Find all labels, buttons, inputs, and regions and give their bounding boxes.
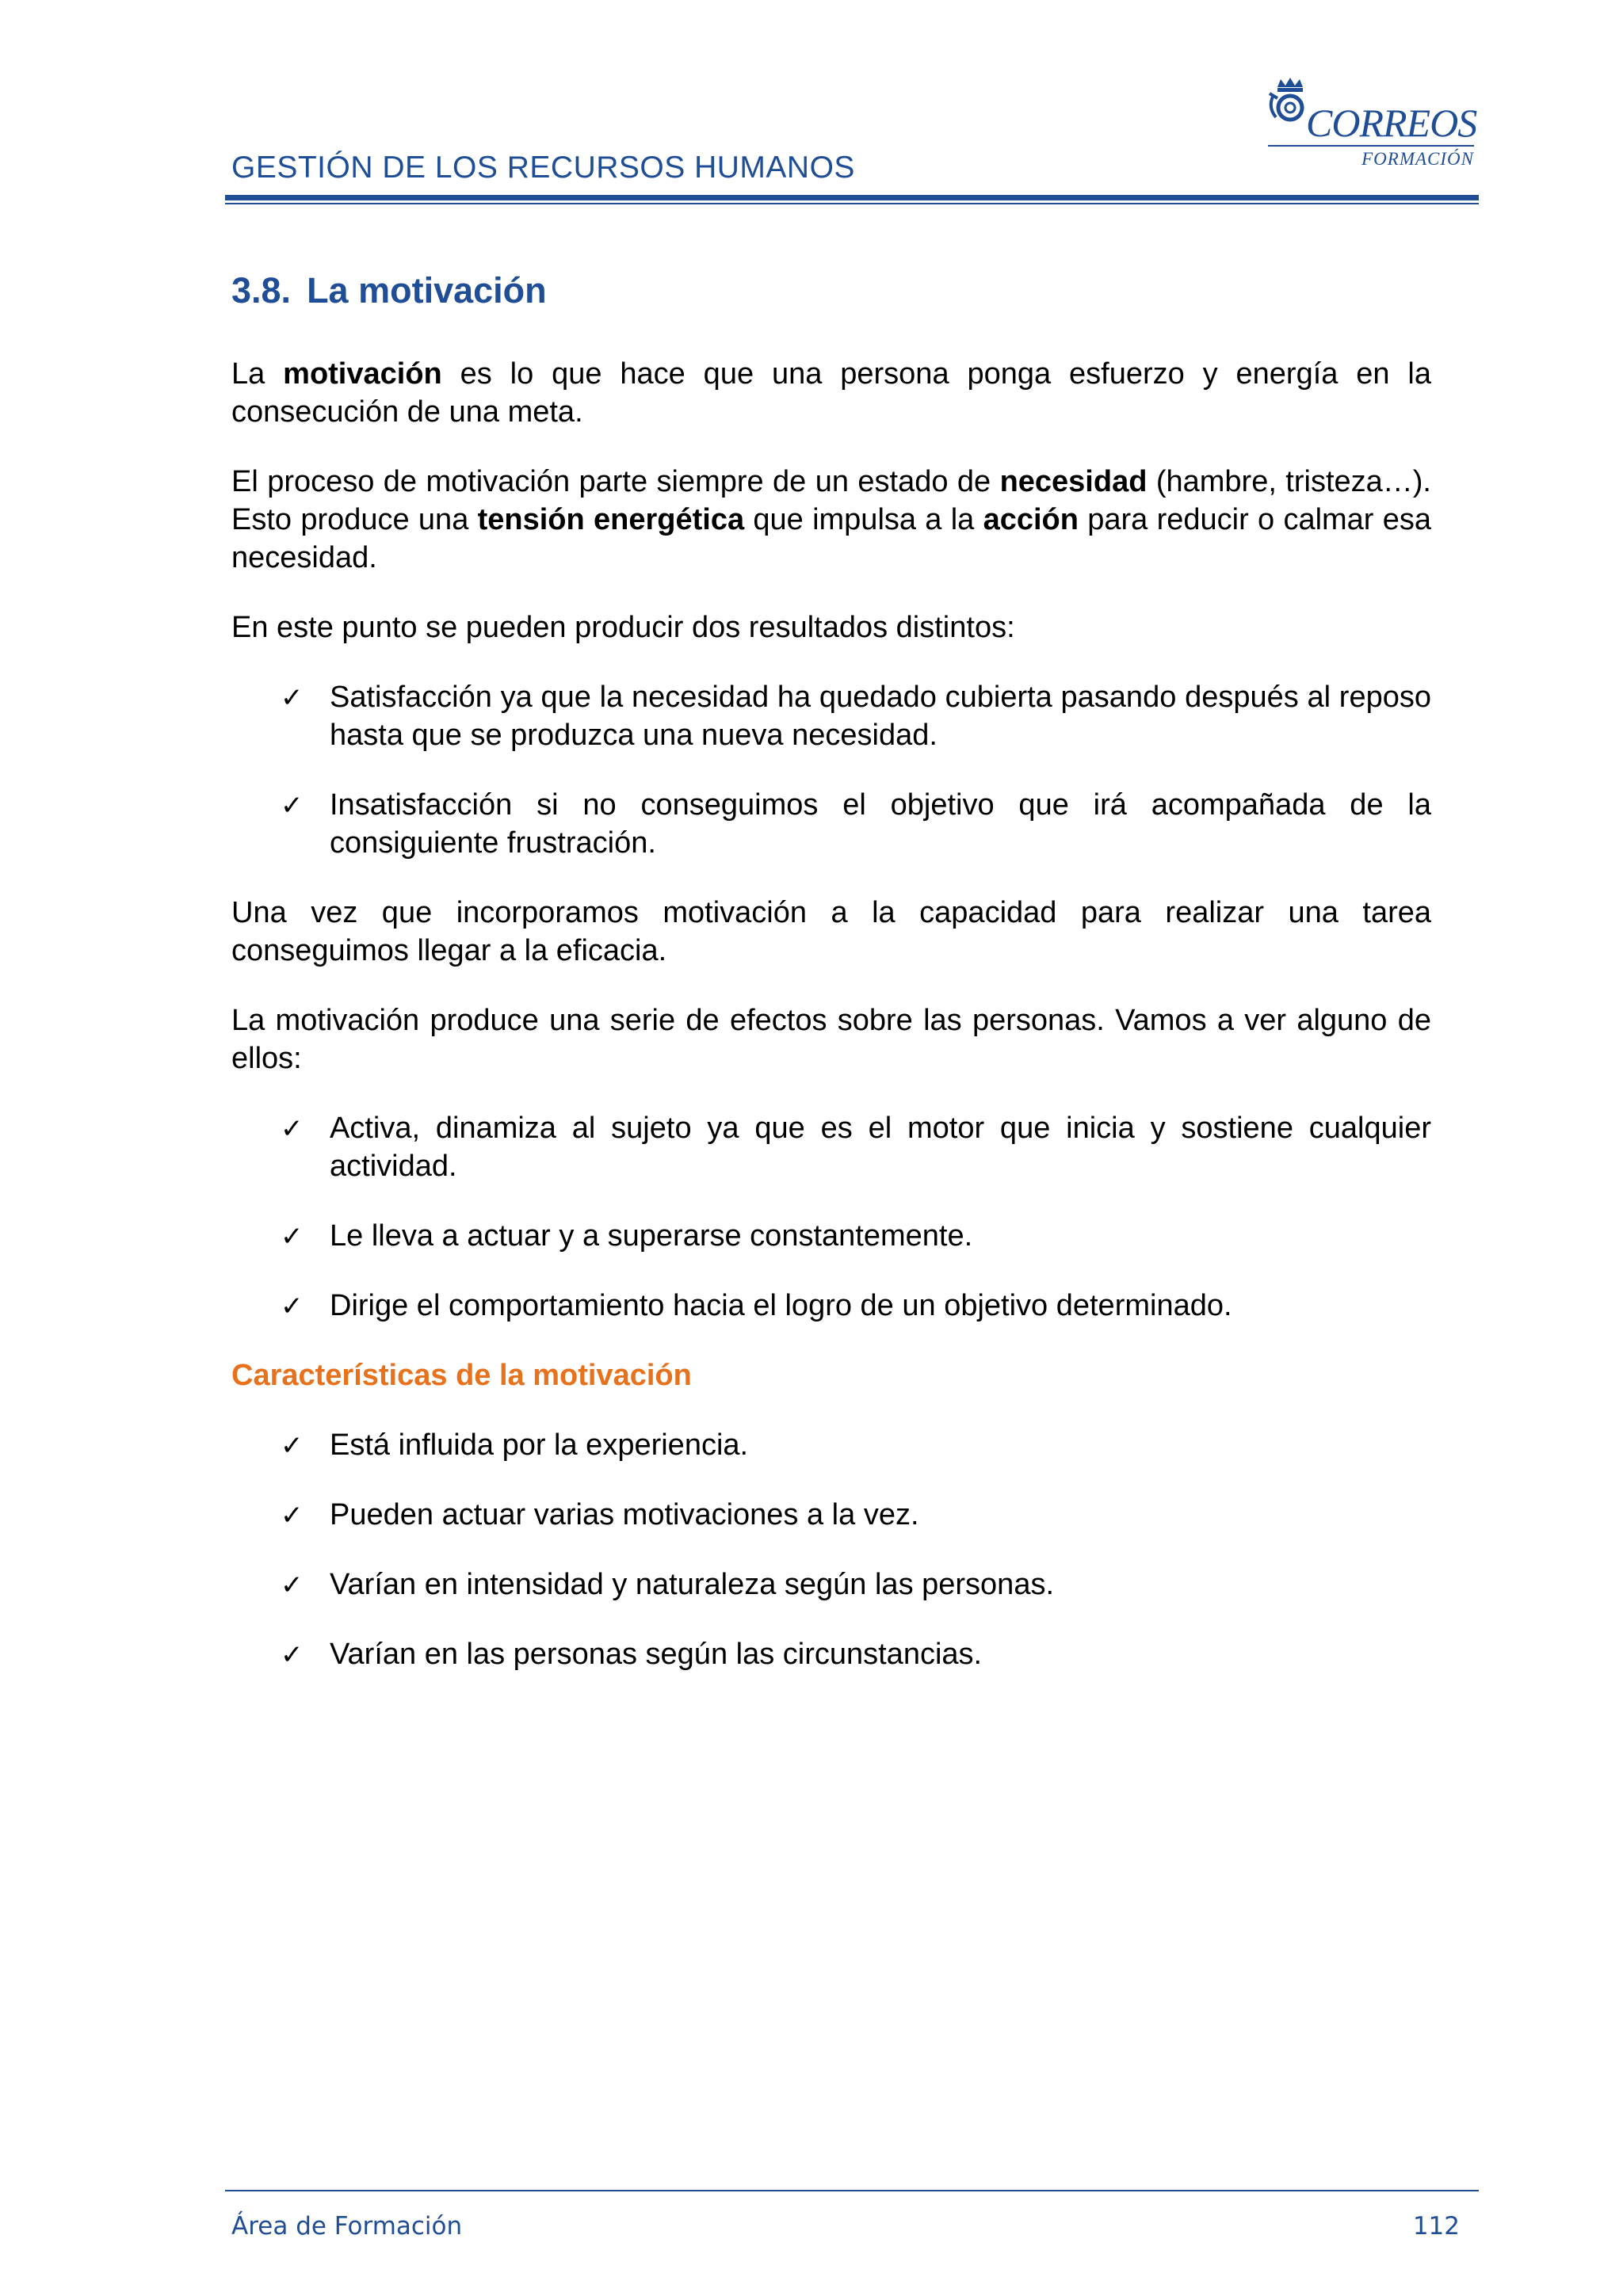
list-item-text: Le lleva a actuar y a superarse constantemente. (330, 1219, 973, 1253)
list-item (231, 1217, 1431, 1255)
list-item (231, 1635, 1431, 1673)
section-number: 3.8. (231, 270, 292, 311)
section-heading (231, 269, 1431, 312)
section-title: La motivación (307, 270, 547, 311)
logo-wordmark: CORREOS (1306, 101, 1477, 145)
logo-subtext: FORMACIÓN (1361, 149, 1474, 169)
list-item (231, 1287, 1431, 1325)
text-run: El proceso de motivación parte siempre de un estado de (231, 465, 1000, 498)
checkmark-icon: ✓ (281, 1113, 304, 1145)
checkmark-icon: ✓ (281, 1430, 304, 1462)
text-run: (hambre, tristeza…). Esto produce una (231, 465, 1431, 536)
list-item (231, 1109, 1431, 1185)
results-list (231, 678, 1431, 862)
text-run: es lo que hace que una persona ponga esfuerzo y energía en la consecución de una meta. (231, 357, 1432, 429)
footer-divider (225, 2190, 1479, 2191)
checkmark-icon: ✓ (281, 790, 304, 822)
bold-text: tensión energética (477, 503, 745, 536)
paragraph: Una vez que incorporamos motivación a la capacidad para realizar una tarea conseguimos llegar a la eficacia. (231, 896, 1431, 967)
bold-text: acción (983, 503, 1079, 536)
characteristics-heading: Características de la motivación (231, 1359, 692, 1392)
list-item-text: Activa, dinamiza al sujeto ya que es el motor que inicia y sostiene cualquier actividad. (330, 1112, 1431, 1183)
bold-text: motivación (283, 357, 442, 391)
page-number: 112 (1412, 2212, 1460, 2241)
checkmark-icon: ✓ (281, 1291, 304, 1322)
paragraph: En este punto se pueden producir dos resultados distintos: (231, 611, 1015, 644)
characteristics-list (231, 1426, 1431, 1673)
list-item-text: Satisfacción ya que la necesidad ha quedado cubierta pasando después al reposo hasta que se produzca una nueva necesidad. (330, 681, 1431, 752)
paragraph: La motivación produce una serie de efectos sobre las personas. Vamos a ver alguno de ellos: (231, 1004, 1431, 1075)
correos-logo (1266, 76, 1479, 179)
header-divider (225, 195, 1479, 200)
list-item-text: Varían en intensidad y naturaleza según las personas. (330, 1568, 1055, 1601)
paragraph (231, 463, 1431, 577)
checkmark-icon: ✓ (281, 1221, 304, 1253)
text-run: que impulsa a la (744, 503, 983, 536)
paragraph (231, 355, 1431, 431)
list-item-text: Pueden actuar varias motivaciones a la vez. (330, 1498, 919, 1531)
document-header-title: GESTIÓN DE LOS RECURSOS HUMANOS (231, 151, 855, 185)
checkmark-icon: ✓ (281, 1500, 304, 1531)
bold-text: necesidad (999, 465, 1148, 498)
list-item-text: Insatisfacción si no conseguimos el objetivo que irá acompañada de la consiguiente frustración. (330, 788, 1431, 860)
list-item (231, 1496, 1431, 1534)
header-divider-thin (225, 203, 1479, 204)
list-item (231, 786, 1431, 862)
list-item-text: Dirige el comportamiento hacia el logro de un objetivo determinado. (330, 1289, 1232, 1322)
list-item-text: Está influida por la experiencia. (330, 1428, 749, 1462)
checkmark-icon: ✓ (281, 682, 304, 714)
text-run: La (231, 357, 284, 391)
text-run: para reducir o calmar esa necesidad. (231, 503, 1432, 574)
footer-label: Área de Formación (231, 2212, 463, 2241)
list-item (231, 1566, 1431, 1604)
checkmark-icon: ✓ (281, 1569, 304, 1601)
list-item (231, 1426, 1431, 1464)
page-content (231, 269, 1431, 1705)
list-item-text: Varían en las personas según las circunstancias. (330, 1638, 983, 1671)
effects-list (231, 1109, 1431, 1325)
list-item (231, 678, 1431, 754)
checkmark-icon: ✓ (281, 1639, 304, 1671)
